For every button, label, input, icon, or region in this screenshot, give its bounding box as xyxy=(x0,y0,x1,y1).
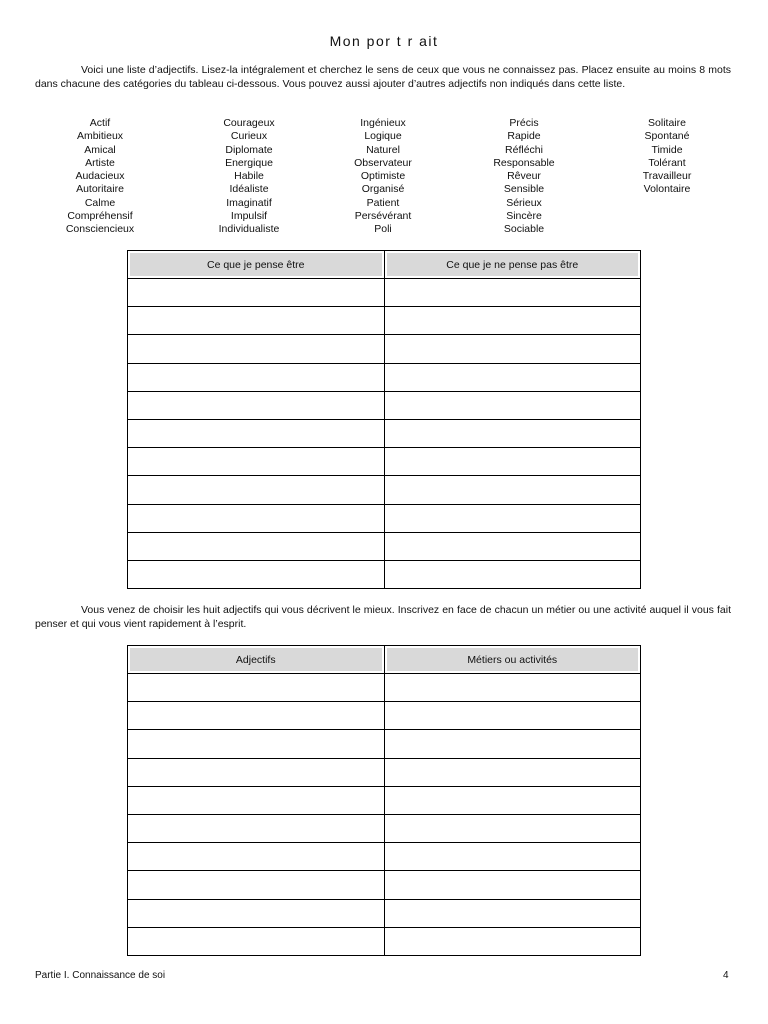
table-cell[interactable] xyxy=(384,843,641,871)
jobs-activities-table xyxy=(127,645,641,956)
adjective-item: Solitaire xyxy=(648,117,686,129)
page-title: Mon por t r ait xyxy=(329,33,439,49)
adjective-item: Logique xyxy=(364,130,402,143)
adjective-item: Tolérant xyxy=(648,156,686,169)
adjective-column xyxy=(592,117,742,197)
adjective-item: Actif xyxy=(89,117,111,129)
table-cell[interactable] xyxy=(128,899,385,927)
table-cell[interactable] xyxy=(128,307,385,335)
table-cell[interactable] xyxy=(128,476,385,504)
table-row xyxy=(128,899,641,927)
table-cell[interactable] xyxy=(128,758,385,786)
table-cell[interactable] xyxy=(384,532,641,560)
table-cell[interactable] xyxy=(384,927,641,955)
table-row xyxy=(128,532,641,560)
adjective-column xyxy=(449,117,599,237)
table-row xyxy=(128,476,641,504)
table-row xyxy=(128,758,641,786)
table-cell[interactable] xyxy=(384,871,641,899)
adjective-item: Energique xyxy=(225,156,273,169)
table-cell[interactable] xyxy=(128,448,385,476)
table-row xyxy=(128,730,641,758)
table-cell[interactable] xyxy=(384,448,641,476)
adjective-item: Impulsif xyxy=(230,210,268,223)
table-cell[interactable] xyxy=(128,391,385,419)
table-cell[interactable] xyxy=(384,335,641,363)
adjective-item: Optimiste xyxy=(360,170,406,183)
table-row xyxy=(128,674,641,702)
table-cell[interactable] xyxy=(384,504,641,532)
adjective-item: Imaginatif xyxy=(226,196,272,209)
table-cell[interactable] xyxy=(384,391,641,419)
table-cell[interactable] xyxy=(128,419,385,447)
second-instructions: Vous venez de choisir les huit adjectifs qui vous décrivent le mieux. Inscrivez en face de chacun un métier ou une activité auquel il vous fait penser et qui vous vient rapidement à l’esprit. xyxy=(35,604,731,630)
table-row xyxy=(128,419,641,447)
table-cell[interactable] xyxy=(128,843,385,871)
table-cell[interactable] xyxy=(384,899,641,927)
adjective-item: Habile xyxy=(234,170,264,183)
adjective-item: Compréhensif xyxy=(67,210,133,223)
adjective-item: Audacieux xyxy=(75,170,125,183)
table-cell[interactable] xyxy=(384,279,641,307)
adjective-item: Précis xyxy=(509,117,539,129)
adjective-item: Responsable xyxy=(493,156,555,169)
column-header-adjectives: Adjectifs xyxy=(128,646,385,674)
adjective-item: Observateur xyxy=(354,156,412,169)
table-cell[interactable] xyxy=(384,419,641,447)
adjective-item: Diplomate xyxy=(225,143,273,156)
column-header-jobs: Métiers ou activités xyxy=(384,646,641,674)
table-cell[interactable] xyxy=(128,674,385,702)
adjective-item: Volontaire xyxy=(643,183,691,196)
table-cell[interactable] xyxy=(128,871,385,899)
adjective-item: Persévérant xyxy=(354,210,412,223)
adjective-item: Amical xyxy=(84,143,116,156)
table-row xyxy=(128,786,641,814)
table-cell[interactable] xyxy=(128,786,385,814)
adjective-item: Curieux xyxy=(230,130,268,143)
column-header-is-not: Ce que je ne pense pas être xyxy=(384,251,641,279)
page-number: 4 xyxy=(723,970,729,981)
adjective-item: Rapide xyxy=(507,130,541,143)
table-row xyxy=(128,560,641,588)
table-cell[interactable] xyxy=(384,702,641,730)
table-cell[interactable] xyxy=(128,927,385,955)
adjective-item: Idéaliste xyxy=(229,183,269,196)
table-cell[interactable] xyxy=(128,504,385,532)
adjective-item: Sociable xyxy=(503,223,545,236)
adjective-item: Calme xyxy=(84,196,116,209)
adjective-item: Travailleur xyxy=(642,170,692,183)
table-row xyxy=(128,448,641,476)
adjective-item: Courageux xyxy=(223,117,275,129)
adjective-item: Sensible xyxy=(503,183,545,196)
column-header-is: Ce que je pense être xyxy=(128,251,385,279)
table-cell[interactable] xyxy=(384,307,641,335)
adjective-item: Autoritaire xyxy=(76,183,124,196)
adjective-item: Ambitieux xyxy=(76,130,124,143)
adjective-column xyxy=(308,117,458,237)
adjective-column xyxy=(25,117,175,237)
table-cell[interactable] xyxy=(128,702,385,730)
table-cell[interactable] xyxy=(128,814,385,842)
adjective-item: Poli xyxy=(374,223,392,236)
adjective-item: Timide xyxy=(651,143,683,156)
self-perception-table xyxy=(127,250,641,589)
adjective-item: Ingénieux xyxy=(360,117,406,129)
adjective-item: Sérieux xyxy=(506,196,542,209)
adjective-item: Individualiste xyxy=(218,223,280,236)
table-cell[interactable] xyxy=(384,786,641,814)
intro-paragraph: Voici une liste d’adjectifs. Lisez-la intégralement et cherchez le sens de ceux que vous ne connaissez pas. Placez ensuite au moins 8 mots dans chacune des catégories du tableau ci-dessous. Vous pouvez aussi ajouter d’autres adjectifs non indiqués dans cette liste. xyxy=(35,64,731,90)
table-row xyxy=(128,504,641,532)
table-row xyxy=(128,391,641,419)
table-cell[interactable] xyxy=(384,560,641,588)
table-cell[interactable] xyxy=(128,560,385,588)
adjective-column xyxy=(174,117,324,237)
table-row xyxy=(128,927,641,955)
adjective-item: Naturel xyxy=(366,143,400,156)
table-cell[interactable] xyxy=(128,730,385,758)
table-row xyxy=(128,307,641,335)
table-row xyxy=(128,871,641,899)
table-cell[interactable] xyxy=(384,758,641,786)
adjective-item: Patient xyxy=(366,196,400,209)
table-cell[interactable] xyxy=(384,814,641,842)
table-cell[interactable] xyxy=(128,335,385,363)
adjective-item: Réfléchi xyxy=(505,143,543,156)
adjective-item: Rêveur xyxy=(507,170,541,183)
table-cell[interactable] xyxy=(128,532,385,560)
table-row xyxy=(128,335,641,363)
adjective-item: Consciencieux xyxy=(65,223,135,236)
adjective-item: Sincère xyxy=(506,210,542,223)
footer-section-label: Partie I. Connaissance de soi xyxy=(35,970,166,981)
table-row xyxy=(128,814,641,842)
adjective-item: Spontané xyxy=(644,130,690,143)
adjective-item: Artiste xyxy=(85,156,115,169)
table-cell[interactable] xyxy=(384,730,641,758)
table-cell[interactable] xyxy=(128,363,385,391)
table-row xyxy=(128,363,641,391)
table-row xyxy=(128,279,641,307)
table-cell[interactable] xyxy=(128,279,385,307)
adjective-item: Organisé xyxy=(361,183,405,196)
table-row xyxy=(128,702,641,730)
table-cell[interactable] xyxy=(384,363,641,391)
table-cell[interactable] xyxy=(384,674,641,702)
table-row xyxy=(128,843,641,871)
table-cell[interactable] xyxy=(384,476,641,504)
